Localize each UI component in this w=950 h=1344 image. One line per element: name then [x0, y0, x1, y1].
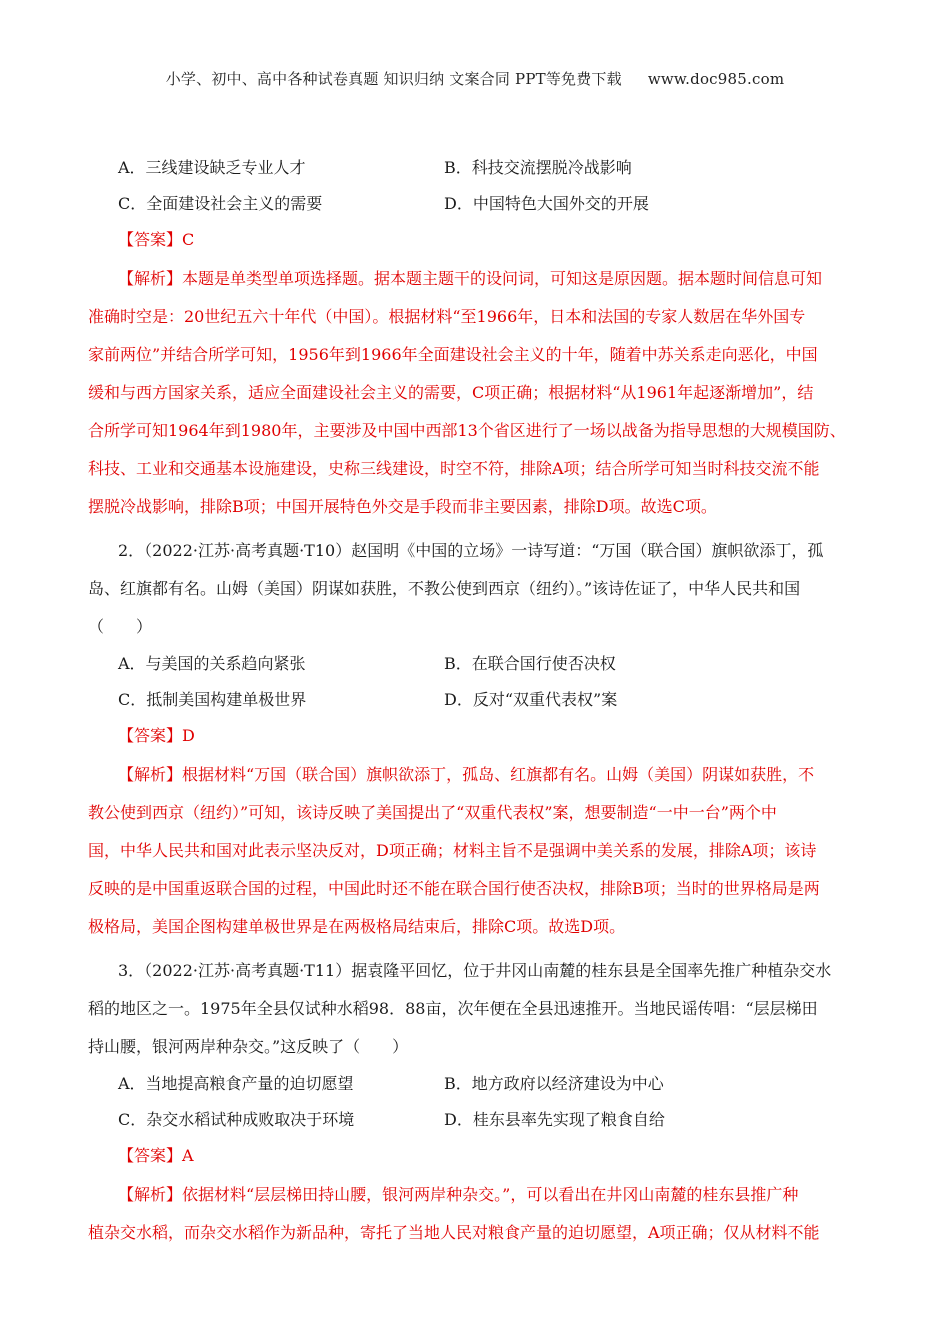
- analysis-line: 极格局，美国企图构建单极世界是在两极格局结束后，排除C项。故选D项。: [88, 917, 626, 936]
- option-c: C．全面建设社会主义的需要: [118, 194, 323, 213]
- question-1-answer: 【答案】C: [118, 230, 195, 249]
- analysis-line: 准确时空是：20世纪五六十年代（中国）。根据材料“至1966年，日本和法国的专家人数居在华外国专: [88, 307, 806, 326]
- analysis-line: 【解析】本题是单类型单项选择题。据本题主题干的设问词，可知这是原因题。据本题时间信息可知: [118, 269, 823, 288]
- question-2-analysis: [88, 756, 870, 946]
- stem-line: 稻的地区之一。1975年全县仅试种水稻98．88亩，次年便在全县迅速推开。当地民谣传唱：“层层梯田: [88, 999, 818, 1018]
- question-1-options: [88, 150, 870, 222]
- option-b: B．在联合国行使否决权: [444, 654, 616, 673]
- analysis-line: 摆脱冷战影响，排除B项；中国开展特色外交是手段而非主要因素，排除D项。故选C项。: [88, 497, 717, 516]
- option-a: A．与美国的关系趋向紧张: [118, 654, 306, 673]
- question-3-stem: [88, 952, 870, 1066]
- stem-line: （ ）: [88, 617, 153, 636]
- question-3-analysis: [88, 1176, 870, 1252]
- header-text: 小学、初中、高中各种试卷真题 知识归纳 文案合同 PPT等免费下载: [165, 70, 622, 88]
- document-body: [88, 150, 870, 1252]
- question-3-answer: 【答案】A: [118, 1146, 194, 1165]
- stem-line: 岛、红旗都有名。山姆（美国）阴谋如获胜，不教公使到西京（纽约）。”该诗佐证了，中华人民共和国: [88, 579, 801, 598]
- stem-line: 3．（2022·江苏·高考真题·T11）据袁隆平回忆，位于井冈山南麓的桂东县是全国率先推广种植杂交水: [118, 961, 832, 980]
- stem-line: 2．（2022·江苏·高考真题·T10）赵国明《中国的立场》一诗写道：“万国（联合国）旗帜欲添丁，孤: [118, 541, 824, 560]
- analysis-line: 科技、工业和交通基本设施建设，史称三线建设，时空不符，排除A项；结合所学可知当时科技交流不能: [88, 459, 820, 478]
- option-b: B．地方政府以经济建设为中心: [444, 1074, 664, 1093]
- option-a: A．三线建设缺乏专业人才: [118, 158, 306, 177]
- question-2-stem: [88, 532, 870, 646]
- analysis-line: 反映的是中国重返联合国的过程，中国此时还不能在联合国行使否决权，排除B项；当时的世界格局是两: [88, 879, 820, 898]
- option-d: D．桂东县率先实现了粮食自给: [444, 1110, 665, 1129]
- analysis-line: 植杂交水稻，而杂交水稻作为新品种，寄托了当地人民对粮食产量的迫切愿望，A项正确；仅从材料不能: [88, 1223, 820, 1242]
- stem-line: 持山腰，银河两岸种杂交。”这反映了（ ）: [88, 1037, 409, 1056]
- question-2: [88, 532, 870, 946]
- analysis-line: 【解析】根据材料“万国（联合国）旗帜欲添丁，孤岛、红旗都有名。山姆（美国）阴谋如获胜，不: [118, 765, 815, 784]
- analysis-line: 合所学可知1964年到1980年，主要涉及中国中西部13个省区进行了一场以战备为指导思想的大规模国防、: [88, 421, 846, 440]
- option-c: C．抵制美国构建单极世界: [118, 690, 307, 709]
- question-2-options: [88, 646, 870, 718]
- option-d: D．反对“双重代表权”案: [444, 690, 618, 709]
- question-3-options: [88, 1066, 870, 1138]
- option-b: B．科技交流摆脱冷战影响: [444, 158, 632, 177]
- option-d: D．中国特色大国外交的开展: [444, 194, 649, 213]
- page-header: [0, 68, 950, 89]
- analysis-line: 缓和与西方国家关系，适应全面建设社会主义的需要，C项正确；根据材料“从1961年起逐渐增加”，结: [88, 383, 814, 402]
- question-2-answer: 【答案】D: [118, 726, 195, 745]
- question-1-analysis: [88, 260, 870, 526]
- question-1: [88, 150, 870, 526]
- analysis-line: 家前两位”并结合所学可知，1956年到1966年全面建设社会主义的十年，随着中苏关系走向恶化，中国: [88, 345, 818, 364]
- analysis-line: 国，中华人民共和国对此表示坚决反对，D项正确；材料主旨不是强调中美关系的发展，排除A项；该诗: [88, 841, 817, 860]
- question-3: [88, 952, 870, 1252]
- option-c: C．杂交水稻试种成败取决于环境: [118, 1110, 355, 1129]
- option-a: A．当地提高粮食产量的迫切愿望: [118, 1074, 354, 1093]
- analysis-line: 【解析】依据材料“层层梯田持山腰，银河两岸种杂交。”，可以看出在井冈山南麓的桂东县推广种: [118, 1185, 799, 1204]
- header-site: www.doc985.com: [647, 70, 785, 88]
- analysis-line: 教公使到西京（纽约）”可知，该诗反映了美国提出了“双重代表权”案，想要制造“一中一台”两个中: [88, 803, 777, 822]
